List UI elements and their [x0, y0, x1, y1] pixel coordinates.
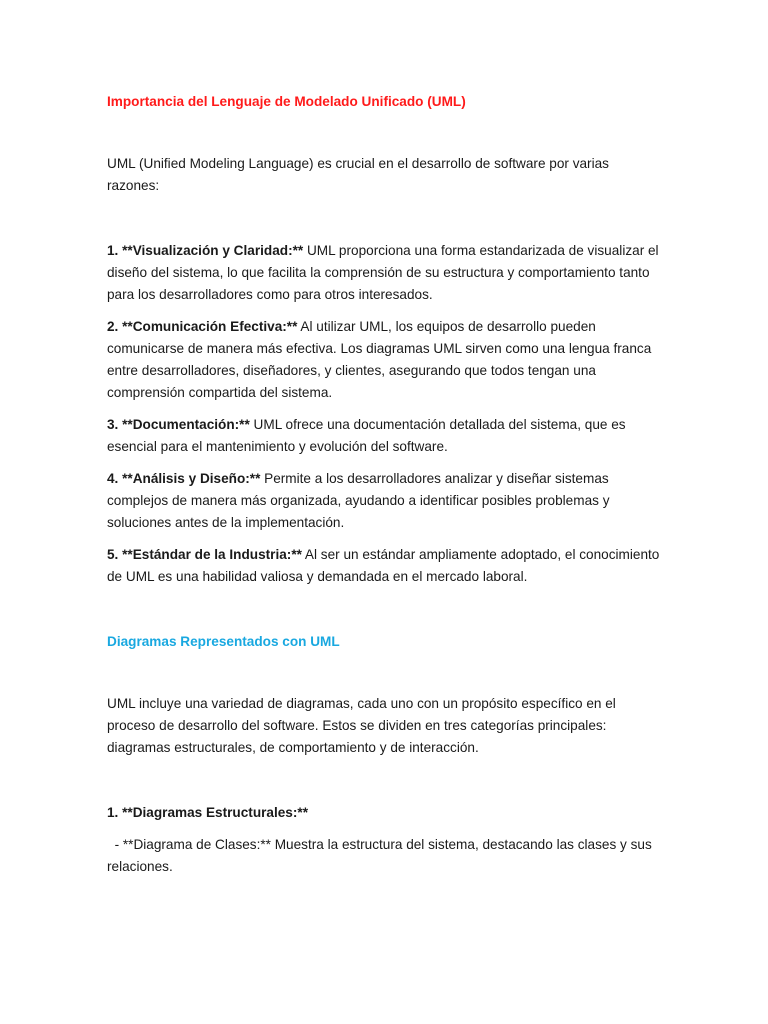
- subitem-diagrama-clases: - **Diagrama de Clases:** Muestra la estructura del sistema, destacando las clases y sus relaciones.: [107, 837, 656, 874]
- subheading-label: 1. **Diagramas Estructurales:**: [107, 805, 308, 820]
- list-item-text: Al utilizar UML, los equipos de desarrollo pueden comunicarse de manera más efectiva. Los diagramas UML sirven como una lengua franca entre desarrolladores, diseñadores, y clientes, asegurando que todos tengan una comprensión compartida del sistema.: [107, 319, 652, 400]
- spacer: [107, 588, 662, 631]
- spacer: [107, 759, 662, 802]
- list-item-analisis: [107, 468, 662, 534]
- spacer: [107, 824, 662, 834]
- list-item-text: Permite a los desarrolladores analizar y diseñar sistemas complejos de manera más organizada, ayudando a identificar posibles problemas y soluciones antes de la implementación.: [107, 471, 610, 530]
- list-item-label: 1. **Visualización y Claridad:**: [107, 243, 304, 258]
- list-item-label: 3. **Documentación:**: [107, 417, 250, 432]
- section-title-importance: Importancia del Lenguaje de Modelado Unificado (UML): [107, 94, 466, 109]
- list-item-label: 2. **Comunicación Efectiva:**: [107, 319, 298, 334]
- list-item-text: Al ser un estándar ampliamente adoptado, el conocimiento de UML es una habilidad valiosa y demandada en el mercado laboral.: [107, 547, 660, 584]
- spacer: [107, 534, 662, 544]
- section-intro-diagramas: UML incluye una variedad de diagramas, cada uno con un propósito específico en el proceso de desarrollo del software. Estos se dividen en tres categorías principales: diagramas estructurales, de comportamiento y de interacción.: [107, 696, 616, 755]
- spacer: [107, 653, 662, 693]
- list-item-label: 5. **Estándar de la Industria:**: [107, 547, 302, 562]
- section-intro-importance: UML (Unified Modeling Language) es crucial en el desarrollo de software por varias razones:: [107, 156, 609, 193]
- list-item-label: 4. **Análisis y Diseño:**: [107, 471, 261, 486]
- spacer: [107, 458, 662, 468]
- list-item-text: UML proporciona una forma estandarizada de visualizar el diseño del sistema, lo que facilita la comprensión de su estructura y comportamiento tanto para los desarrolladores como para otros interesados.: [107, 243, 659, 302]
- spacer: [107, 197, 662, 240]
- spacer: [107, 404, 662, 414]
- list-item-estandar: [107, 544, 662, 588]
- list-item-visualizacion: [107, 240, 662, 306]
- document-content: [107, 91, 662, 878]
- spacer: [107, 306, 662, 316]
- list-item-documentacion: [107, 414, 662, 458]
- section-title-diagramas: Diagramas Representados con UML: [107, 634, 340, 649]
- spacer: [107, 113, 662, 153]
- list-item-comunicacion: [107, 316, 662, 404]
- list-item-text: UML ofrece una documentación detallada del sistema, que es esencial para el mantenimiento y evolución del software.: [107, 417, 626, 454]
- subheading-estructurales: [107, 802, 662, 824]
